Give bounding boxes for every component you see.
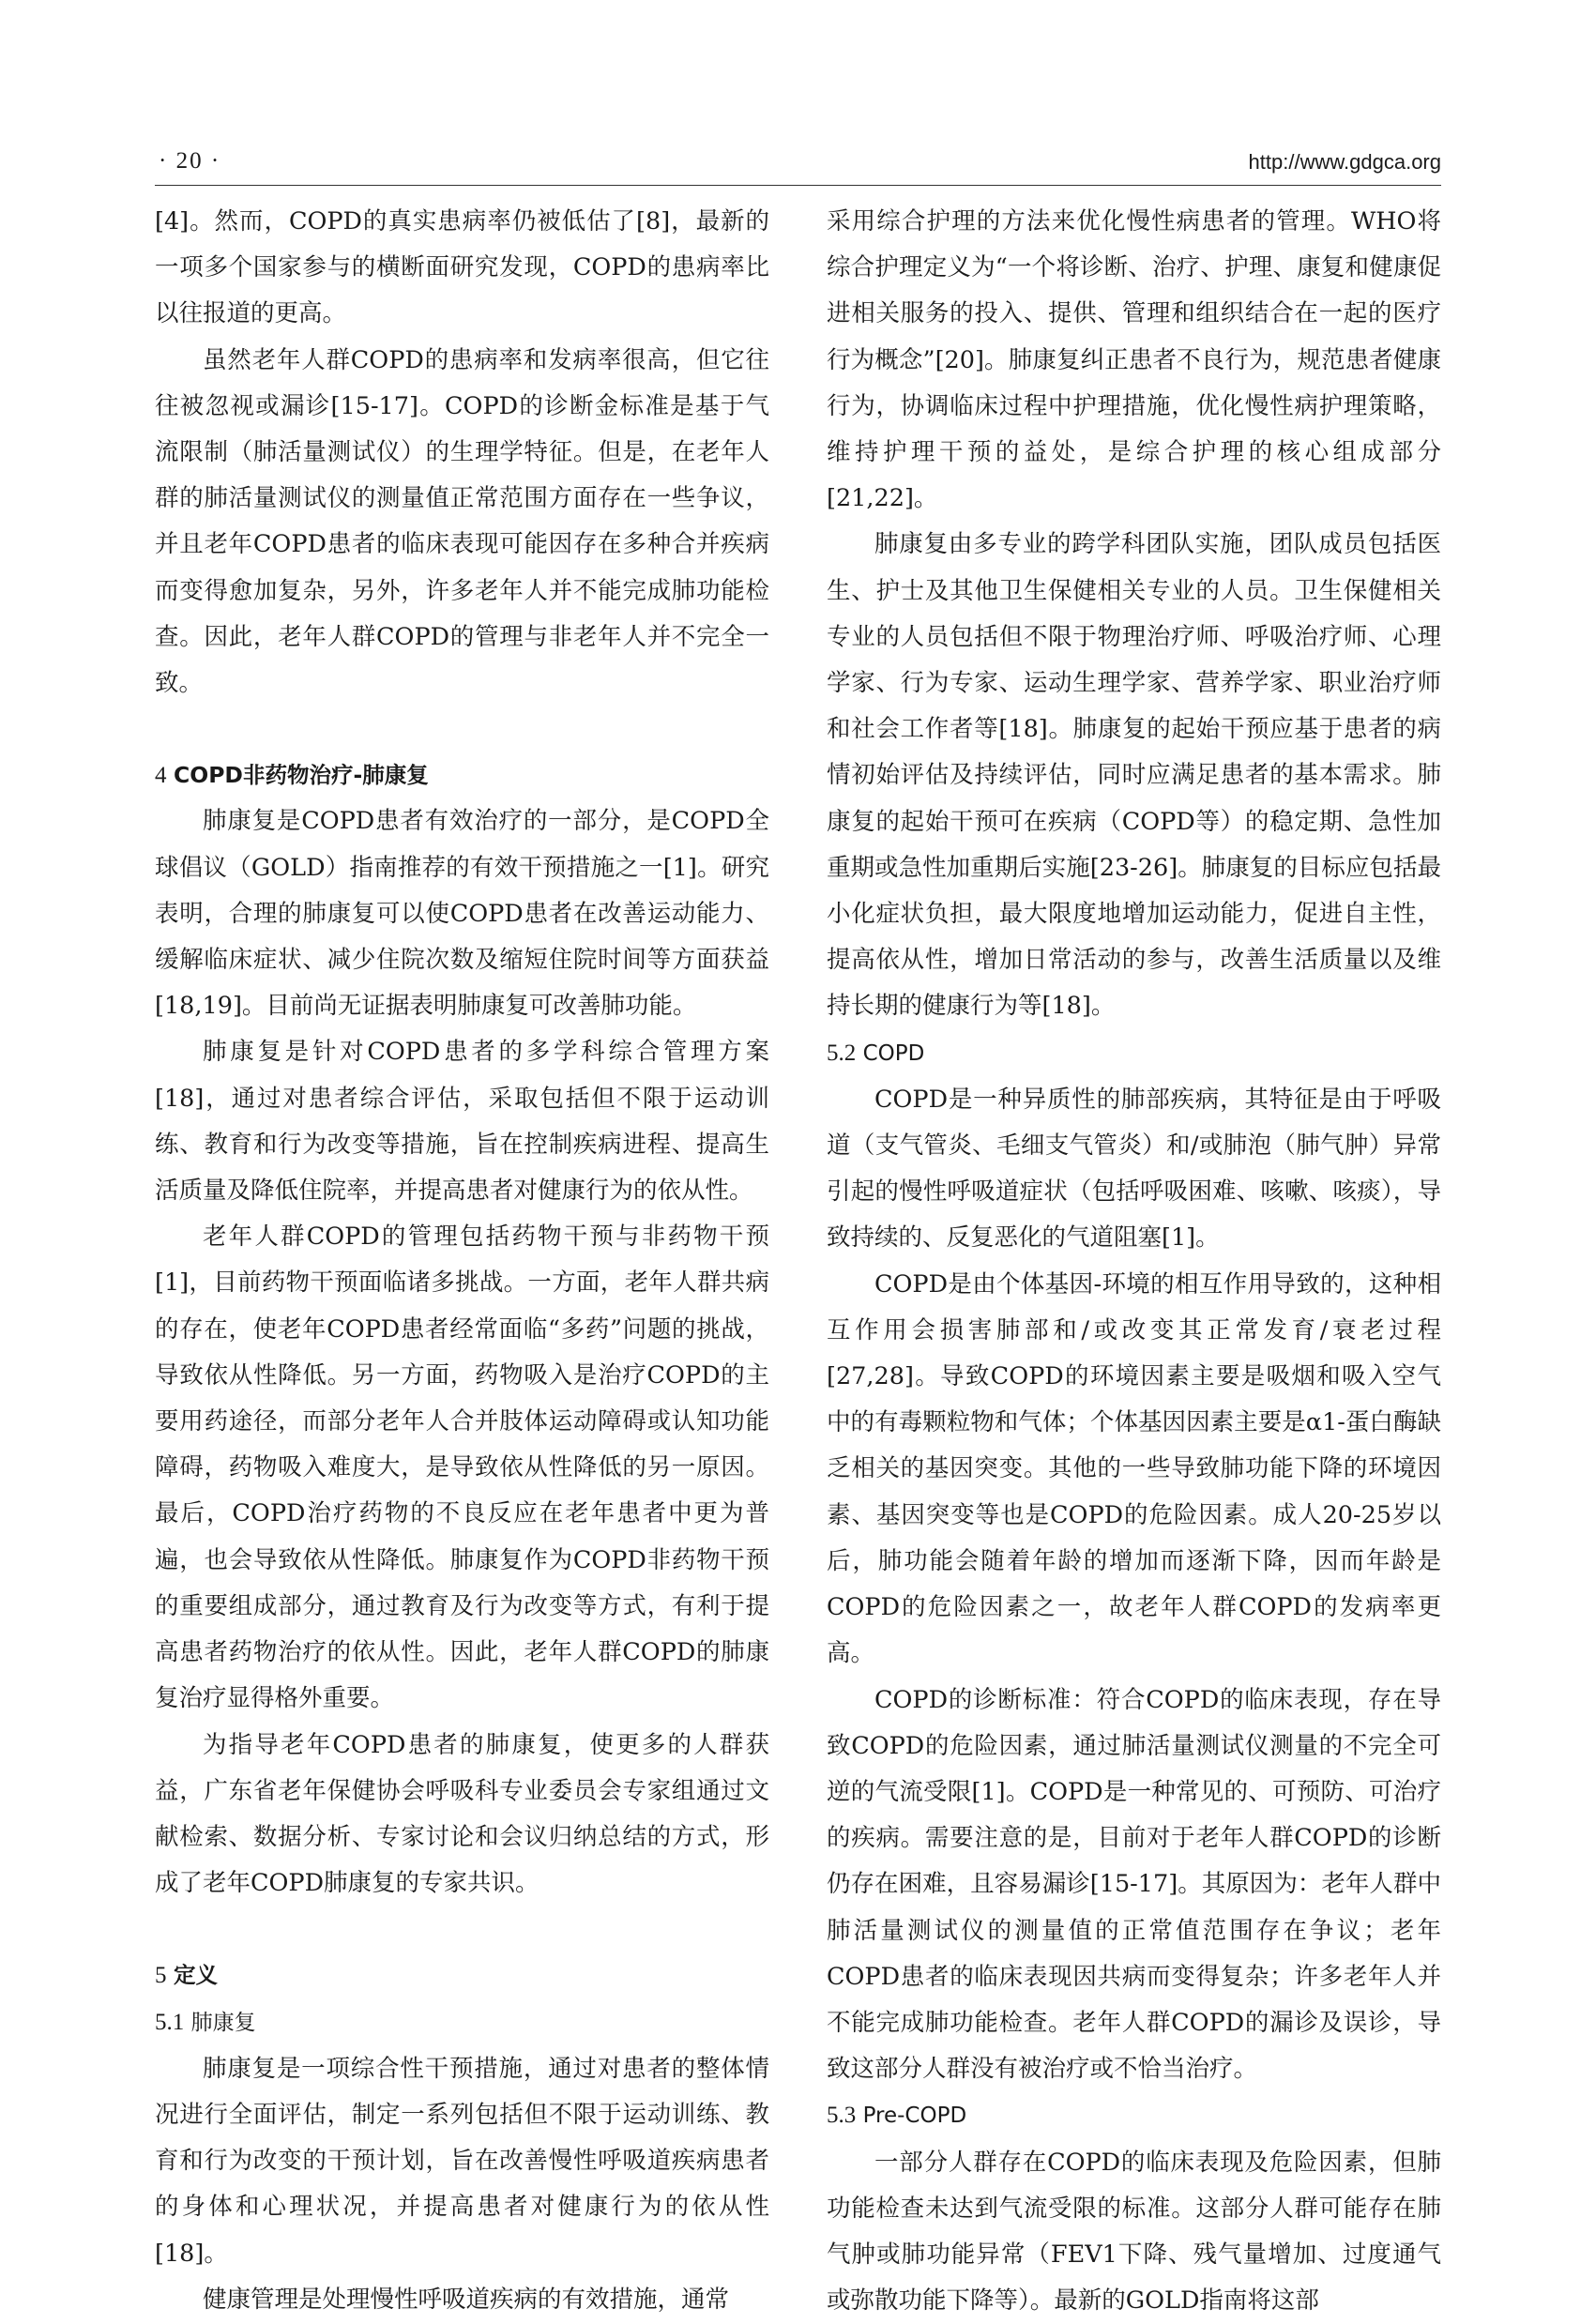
subsection-title: 肺康复	[190, 2010, 256, 2035]
page-header	[155, 141, 1441, 186]
subsection-heading-5-3	[827, 2092, 1441, 2139]
paragraph: 肺康复是针对COPD患者的多学科综合管理方案[18]，通过对患者综合评估，采取包括但不限于运动训练、教育和行为改变等措施，旨在控制疾病进程、提高生活质量及降低住院率，并提高患者对健康行为的依从性。	[155, 1038, 769, 1206]
subsection-heading-5-2	[827, 1030, 1441, 1077]
subsection-number: 5.2	[827, 1040, 857, 1066]
paragraph: COPD是一种异质性的肺部疾病，其特征是由于呼吸道（支气管炎、毛细支气管炎）和/或肺泡（肺气肿）异常引起的慢性呼吸道症状（包括呼吸困难、咳嗽、咳痰），导致持续的、反复恶化的气道阻塞[1]。	[827, 1085, 1441, 1253]
paragraph: 肺康复是一项综合性干预措施，通过对患者的整体情况进行全面评估，制定一系列包括但不限于运动训练、教育和行为改变的干预计划，旨在改善慢性呼吸道疾病患者的身体和心理状况，并提高患者对健康行为的依从性[18]。	[155, 2054, 769, 2268]
left-column	[155, 199, 769, 2323]
paragraph: 一部分人群存在COPD的临床表现及危险因素，但肺功能检查未达到气流受限的标准。这部分人群可能存在肺气肿或肺功能异常（FEV1下降、残气量增加、过度通气或弥散功能下降等）。最新的GOLD指南将这部	[827, 2148, 1441, 2316]
subsection-number: 5.3	[827, 2103, 857, 2129]
subsection-title: Pre-COPD	[862, 2104, 967, 2129]
page-number: · 20 ·	[159, 148, 221, 174]
section-number: 5	[155, 1963, 167, 1989]
paragraph: 肺康复是COPD患者有效治疗的一部分，是COPD全球倡议（GOLD）指南推荐的有效干预措施之一[1]。研究表明，合理的肺康复可以使COPD患者在改善运动能力、缓解临床症状、减少住院次数及缩短住院时间等方面获益[18,19]。目前尚无证据表明肺康复可改善肺功能。	[155, 807, 769, 1021]
right-column	[827, 199, 1441, 2324]
paragraph: 老年人群COPD的管理包括药物干预与非药物干预[1]，目前药物干预面临诸多挑战。一方面，老年人群共病的存在，使老年COPD患者经常面临“多药”问题的挑战，导致依从性降低。另一方面，药物吸入是治疗COPD的主要用药途径，而部分老年人合并肢体运动障碍或认知功能障碍，药物吸入难度大，是导致依从性降低的另一原因。最后，COPD治疗药物的不良反应在老年患者中更为普遍，也会导致依从性降低。肺康复作为COPD非药物干预的重要组成部分，通过教育及行为改变等方式，有利于提高患者药物治疗的依从性。因此，老年人群COPD的肺康复治疗显得格外重要。	[155, 1223, 769, 1713]
paragraph: 为指导老年COPD患者的肺康复，使更多的人群获益，广东省老年保健协会呼吸科专业委员会专家组通过文献检索、数据分析、专家讨论和会议归纳总结的方式，形成了老年COPD肺康复的专家共识。	[155, 1730, 769, 1898]
section-number: 4	[155, 763, 167, 789]
subsection-title: COPD	[862, 1040, 925, 1066]
section-heading-5	[155, 1952, 769, 1998]
section-title: COPD非药物治疗-肺康复	[173, 762, 429, 789]
paragraph: 虽然老年人群COPD的患病率和发病率很高，但它往往被忽视或漏诊[15-17]。COPD的诊断金标准是基于气流限制（肺活量测试仪）的生理学特征。但是，在老年人群的肺活量测试仪的测量值正常范围方面存在一些争议，并且老年COPD患者的临床表现可能因存在多种合并疾病而变得愈加复杂，另外，许多老年人并不能完成肺功能检查。因此，老年人群COPD的管理与非老年人并不完全一致。	[155, 345, 769, 698]
section-heading-4	[155, 752, 769, 798]
subsection-number: 5.1	[155, 2009, 185, 2035]
subsection-heading-5-1	[155, 1999, 769, 2046]
section-title: 定义	[173, 1962, 218, 1989]
header-rule	[155, 185, 1441, 186]
paragraph: 采用综合护理的方法来优化慢性病患者的管理。WHO将综合护理定义为“一个将诊断、治疗、护理、康复和健康促进相关服务的投入、提供、管理和组织结合在一起的医疗行为概念”[20]。肺康复纠正患者不良行为，规范患者健康行为，协调临床过程中护理措施，优化慢性病护理策略，维持护理干预的益处，是综合护理的核心组成部分[21,22]。	[827, 207, 1441, 513]
paragraph: COPD是由个体基因-环境的相互作用导致的，这种相互作用会损害肺部和/或改变其正常发育/衰老过程[27,28]。导致COPD的环境因素主要是吸烟和吸入空气中的有毒颗粒物和气体；个体基因因素主要是α1-蛋白酶缺乏相关的基因突变。其他的一些导致肺功能下降的环境因素、基因突变等也是COPD的危险因素。成人20-25岁以后，肺功能会随着年龄的增加而逐渐下降，因而年龄是COPD的危险因素之一，故老年人群COPD的发病率更高。	[827, 1269, 1441, 1668]
paragraph: COPD的诊断标准：符合COPD的临床表现，存在导致COPD的危险因素，通过肺活量测试仪测量的不完全可逆的气流受限[1]。COPD是一种常见的、可预防、可治疗的疾病。需要注意的是，目前对于老年人群COPD的诊断仍存在困难，且容易漏诊[15-17]。其原因为：老年人群中肺活量测试仪的测量值的正常值范围存在争议；老年COPD患者的临床表现因共病而变得复杂；许多老年人并不能完成肺功能检查。老年人群COPD的漏诊及误诊，导致这部分人群没有被治疗或不恰当治疗。	[827, 1685, 1441, 2084]
paragraph: [4]。然而，COPD的真实患病率仍被低估了[8]，最新的一项多个国家参与的横断面研究发现，COPD的患病率比以往报道的更高。	[155, 207, 769, 328]
paragraph: 健康管理是处理慢性呼吸道疾病的有效措施，通常	[203, 2285, 730, 2314]
journal-url[interactable]: http://www.gdgca.org	[1248, 150, 1441, 174]
paragraph: 肺康复由多专业的跨学科团队实施，团队成员包括医生、护士及其他卫生保健相关专业的人员。卫生保健相关专业的人员包括但不限于物理治疗师、呼吸治疗师、心理学家、行为专家、运动生理学家、营养学家、职业治疗师和社会工作者等[18]。肺康复的起始干预应基于患者的病情初始评估及持续评估，同时应满足患者的基本需求。肺康复的起始干预可在疾病（COPD等）的稳定期、急性加重期或急性加重期后实施[23-26]。肺康复的目标应包括最小化症状负担，最大限度地增加运动能力，促进自主性，提高依从性，增加日常活动的参与，改善生活质量以及维持长期的健康行为等[18]。	[827, 530, 1441, 1021]
